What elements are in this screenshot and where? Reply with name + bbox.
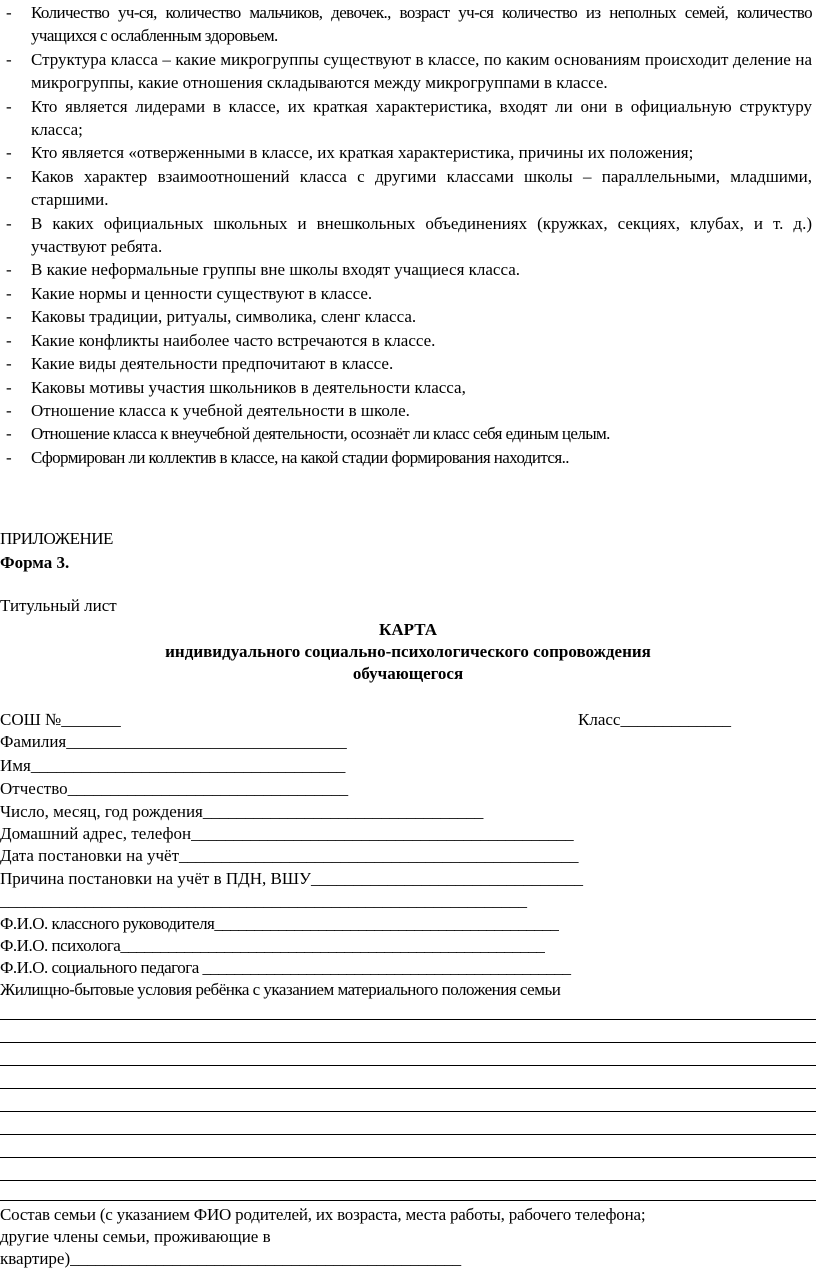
list-bullet: - [6,3,12,22]
appendix-label: ПРИЛОЖЕНИЕ [0,529,113,548]
list-item [6,352,812,375]
list-bullet: - [6,49,12,69]
list-bullet: - [6,307,12,327]
list-item-text: Какие нормы и ценности существуют в классе. [31,283,373,303]
list-item-text: Каковы традиции, ритуалы, символика, сленг класса. [31,307,417,327]
list-item [6,399,812,422]
address-phone-field: Домашний адрес, телефон_____________________________________________ [0,824,574,843]
list-bullet: - [6,166,12,186]
card-title: КАРТА [379,620,437,639]
patronymic-field: Отчество_________________________________ [0,779,349,798]
psychologist-field: Ф.И.О. психолога_____________________________________________________ [0,936,545,955]
list-item-text: Отношение класса к учебной деятельности в школе. [31,400,410,420]
list-bullet: - [6,330,12,350]
list-item [6,95,812,142]
list-item [6,1,812,48]
list-bullet: - [6,213,12,233]
list-item [6,48,812,95]
list-bullet: - [6,260,12,280]
blank-line [0,1111,816,1112]
list-item-text: В какие неформальные группы вне школы входят учащиеся класса. [31,260,521,280]
list-item-text: Кто является «отверженными в классе, их краткая характеристика, причины их положения; [31,143,694,163]
blank-line [0,1042,816,1043]
class-teacher-field: Ф.И.О. классного руководителя___________________________________________ [0,914,559,933]
social-teacher-field: Ф.И.О. социального педагога ______________________________________________ [0,958,571,977]
family-members-label: другие члены семьи, проживающие в [0,1227,271,1246]
list-item-text: Сформирован ли коллектив в классе, на какой стадии формирования находится.. [31,447,569,467]
living-conditions-label: Жилищно-бытовые условия ребёнка с указанием материального положения семьи [0,980,561,999]
form-number: Форма 3. [0,553,70,572]
list-item [6,305,812,328]
question-list [6,1,812,469]
blank-line [0,1019,816,1020]
list-item [6,212,812,259]
list-bullet: - [6,424,12,444]
list-item [6,165,812,212]
blank-line [0,1180,816,1181]
list-item [6,329,812,352]
list-item [6,282,812,305]
class-field: Класс_____________ [578,710,731,729]
list-item [6,376,812,399]
list-item [6,422,812,445]
surname-field: Фамилия_________________________________ [0,732,347,751]
name-field: Имя_____________________________________ [0,756,346,775]
family-composition-label: Состав семьи (с указанием ФИО родителей, их возраста, места работы, рабочего телефона; [0,1205,646,1224]
school-number-field: СОШ №_______ [0,710,121,729]
list-item-text: Каков характер взаимоотношений класса с другими классами школы – параллельными, младшими, старшими. [31,166,812,210]
blank-line [0,1134,816,1135]
list-item-text: В каких официальных школьных и внешкольных объединениях (кружках, секциях, клубах, и т. д.) участвуют ребята. [31,213,812,257]
blank-line [0,1200,816,1201]
blank-line [0,1065,816,1066]
list-item [6,141,812,164]
card-subtitle-student: обучающегося [352,664,464,683]
blank-line [0,1157,816,1158]
list-bullet: - [6,143,12,163]
registration-reason-continued: ______________________________________________________________ [0,891,527,910]
list-item-text: Структура класса – какие микрогруппы существуют в классе, по каким основаниям происходит деление на микрогруппы, какие отношения складываются между микрогруппами в классе. [31,49,812,93]
card-subtitle: индивидуального социально-психологического сопровождения [165,642,651,661]
list-item [6,258,812,281]
list-bullet: - [6,377,12,397]
list-bullet: - [6,96,12,116]
list-bullet: - [6,400,12,420]
family-apartment-field: квартире)______________________________________________ [0,1249,462,1268]
list-bullet: - [6,447,12,467]
list-item-text: Какие конфликты наиболее часто встречаются в классе. [31,330,436,350]
birth-date-field: Число, месяц, год рождения_________________________________ [0,802,484,821]
registration-date-field: Дата постановки на учёт_______________________________________________ [0,846,579,865]
list-item-text: Количество уч-ся, количество мальчиков, девочек., возраст уч-ся количество из неполных семей, количество учащихся с ослабленным здоровьем. [31,3,812,46]
list-bullet: - [6,354,12,374]
registration-reason-field: Причина постановки на учёт в ПДН, ВШУ________________________________ [0,869,584,888]
list-item-text: Каковы мотивы участия школьников в деятельности класса, [31,377,466,397]
list-item [6,446,812,469]
list-item-text: Отношение класса к внеучебной деятельности, осознаёт ли класс себя единым целым. [31,424,610,444]
list-bullet: - [6,283,12,303]
blank-line [0,1088,816,1089]
title-page-label: Титульный лист [0,596,117,615]
list-item-text: Кто является лидерами в классе, их краткая характеристика, входят ли они в официальную структуру класса; [31,96,812,140]
list-item-text: Какие виды деятельности предпочитают в классе. [31,354,394,374]
